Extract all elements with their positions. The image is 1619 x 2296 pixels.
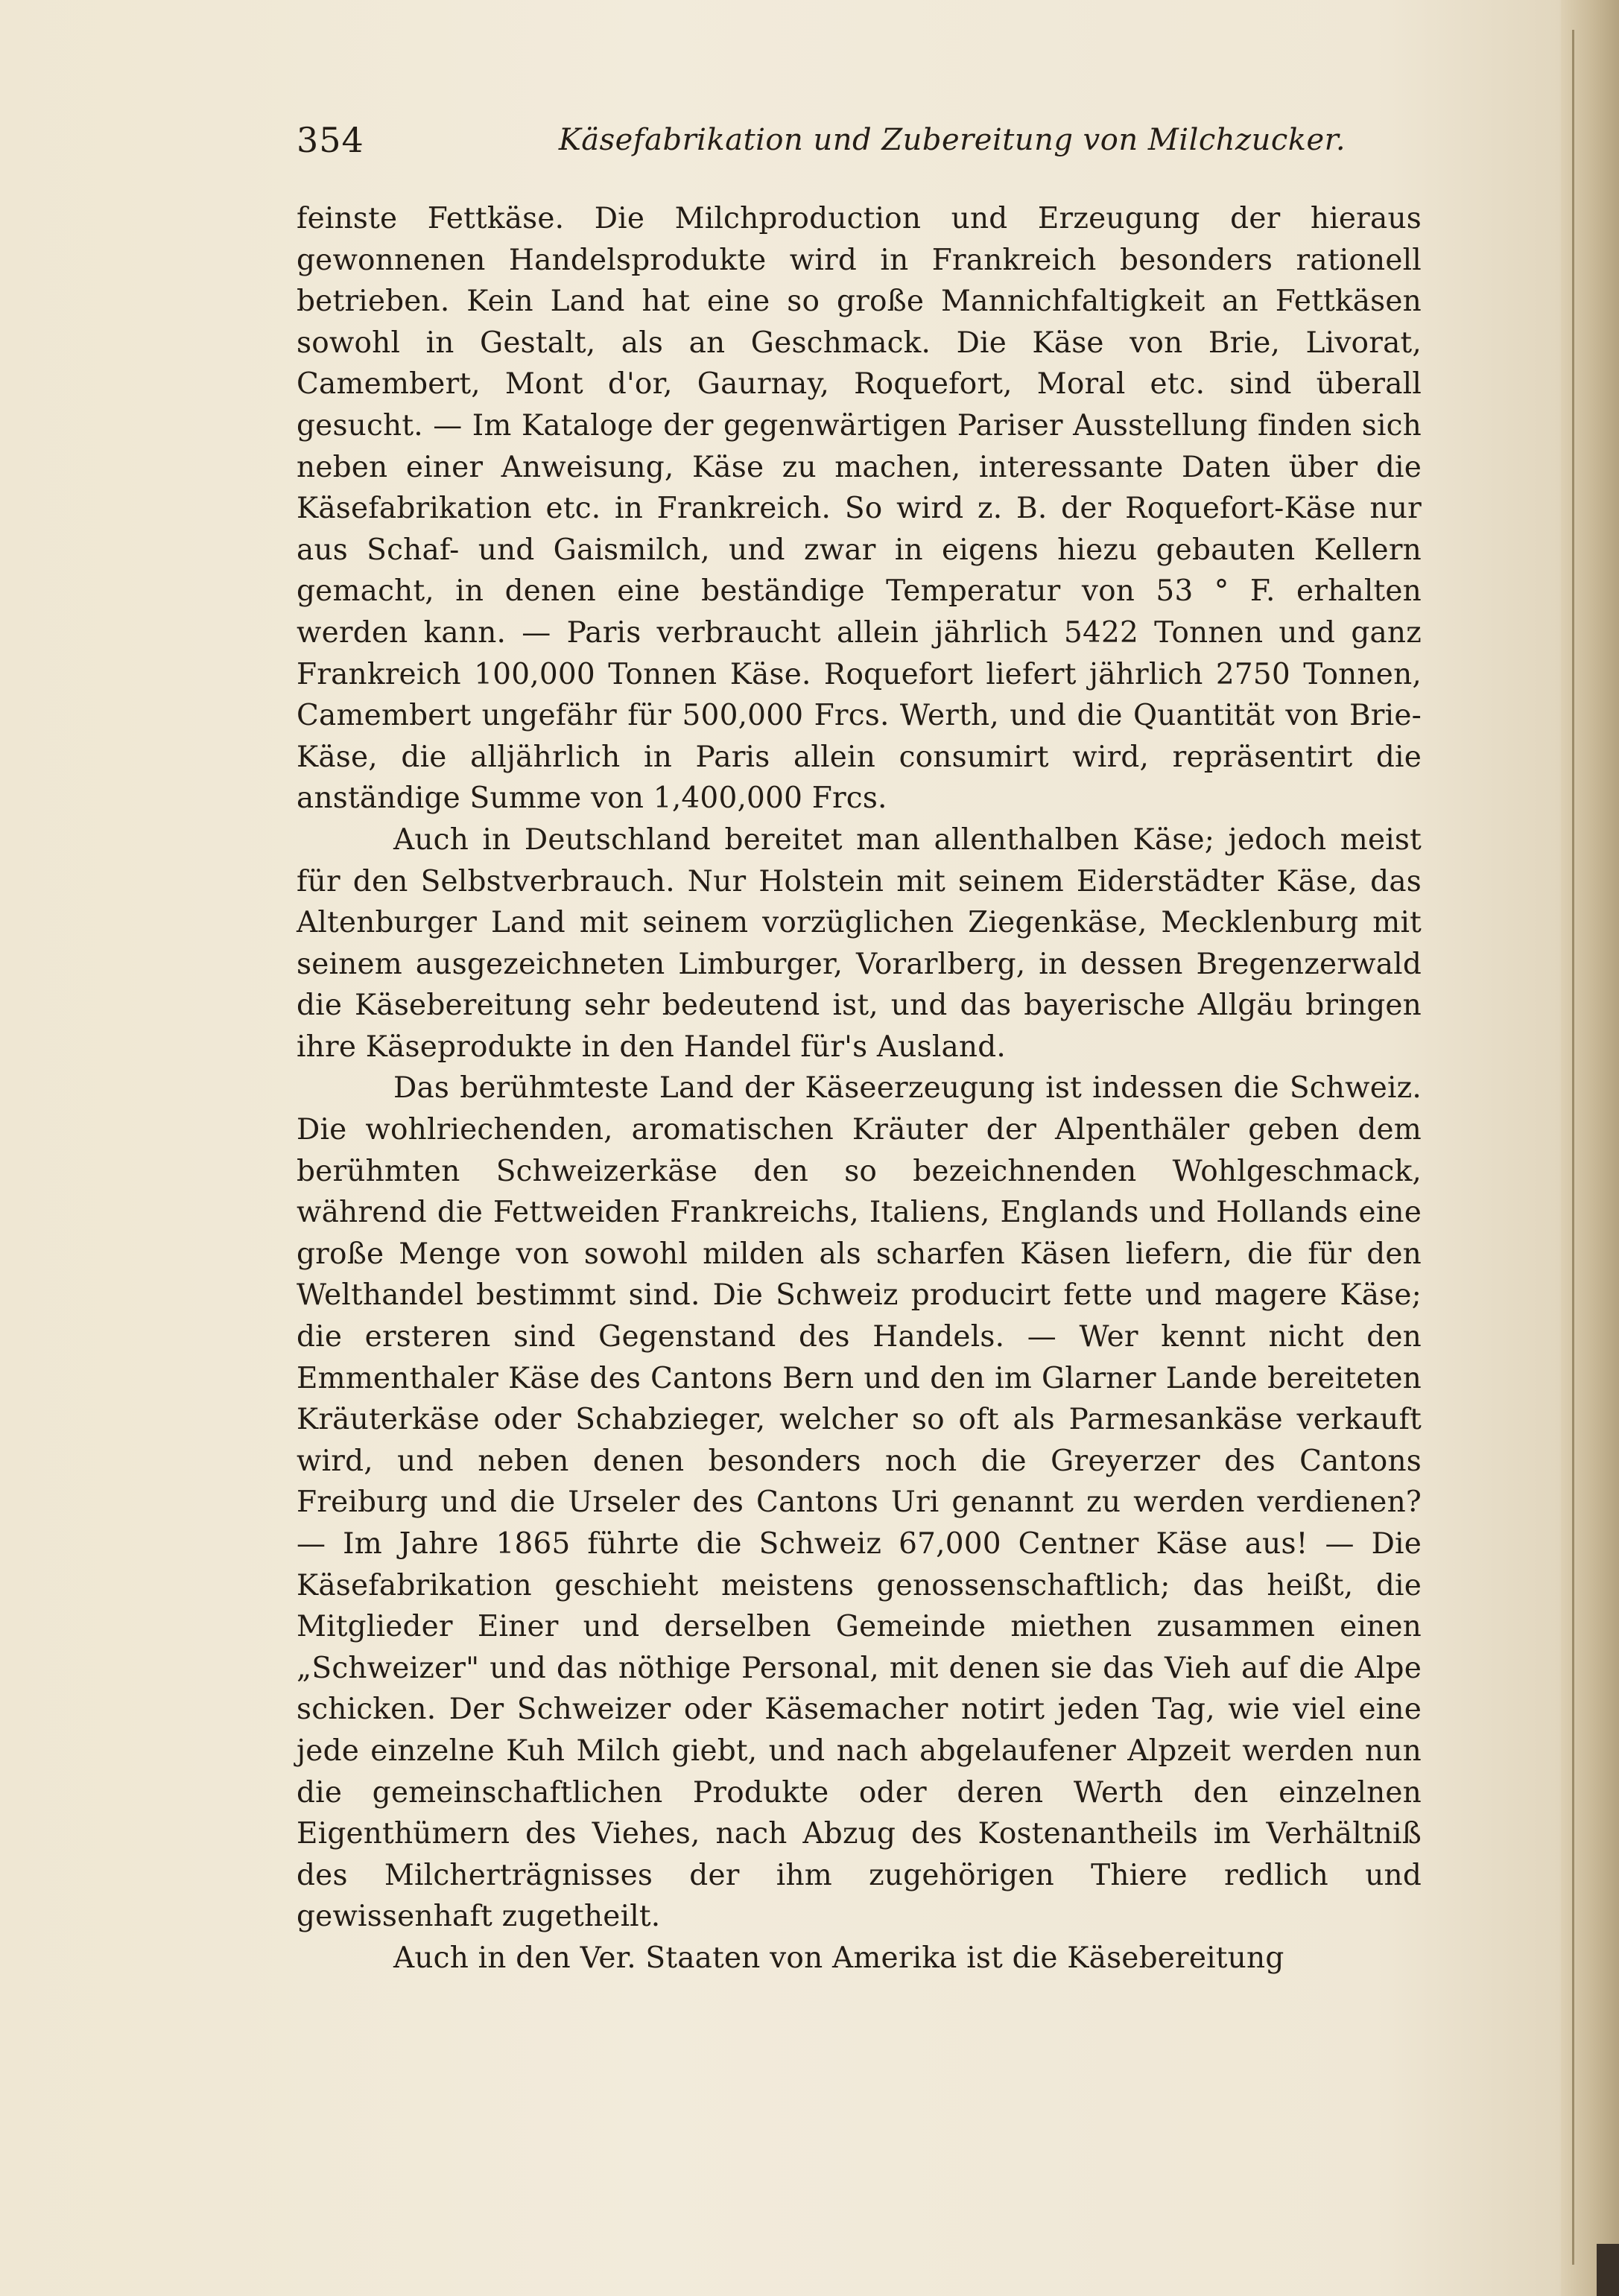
page-edge-line [1572,30,1574,2265]
page-number: 354 [297,120,364,160]
body-text [297,198,1422,1979]
page-corner-mark [1597,2244,1619,2296]
running-title: Käsefabrikation und Zubereitung von Milchzucker. [558,123,1346,157]
paragraph-switzerland: Das berühmteste Land der Käseerzeugung ist indessen die Schweiz. Die wohlriechenden, aromatischen Kräuter der Alpenthäler geben dem berühmten Schweizerkäse den so bezeichnenden Wohlgeschmack, während die Fettweiden Frankreichs, Italiens, Englands und Hollands eine große Menge von sowohl milden als scharfen Käsen liefern, die für den Welthandel bestimmt sind. Die Schweiz producirt fette und magere Käse; die ersteren sind Gegenstand des Handels. — Wer kennt nicht den Emmenthaler Käse des Cantons Bern und den im Glarner Lande bereiteten Kräuterkäse oder Schabzieger, welcher so oft als Parmesankäse verkauft wird, und neben denen besonders noch die Greyerzer des Cantons Freiburg und die Urseler des Cantons Uri genannt zu werden verdienen? — Im Jahre 1865 führte die Schweiz 67,000 Centner Käse aus! — Die Käsefabrikation geschieht meistens genossenschaftlich; das heißt, die Mitglieder Einer und derselben Gemeinde miethen zusammen einen „Schweizer" und das nöthige Personal, mit denen sie das Vieh auf die Alpe schicken. Der Schweizer oder Käsemacher notirt jeden Tag, wie viel eine jede einzelne Kuh Milch giebt, und nach abgelaufener Alpzeit werden nun die gemeinschaftlichen Produkte oder deren Werth den einzelnen Eigenthümern des Viehes, nach Abzug des Kostenantheils im Verhältniß des Milcherträgnisses der ihm zugehörigen Thiere redlich und gewissenhaft zugetheilt. [297,1071,1422,1934]
paragraph-america: Auch in den Ver. Staaten von Amerika ist die Käsebereitung [393,1941,1284,1975]
paragraph-germany: Auch in Deutschland bereitet man allenthalben Käse; jedoch meist für den Selbstverbrauch. Nur Holstein mit seinem Eiderstädter Käse, das Altenburger Land mit seinem vorzüglichen Ziegenkäse, Mecklenburg mit seinem ausgezeichneten Limburger, Vorarlberg, in dessen Bregenzerwald die Käsebereitung sehr bedeutend ist, und das bayerische Allgäu bringen ihre Käseprodukte in den Handel für's Ausland. [297,822,1422,1064]
paragraph-france: feinste Fettkäse. Die Milchproduction und Erzeugung der hieraus gewonnenen Handelsprodukte wird in Frankreich besonders rationell betrieben. Kein Land hat eine so große Mannichfaltigkeit an Fettkäsen sowohl in Gestalt, als an Geschmack. Die Käse von Brie, Livorat, Camembert, Mont d'or, Gaurnay, Roquefort, Moral etc. sind überall gesucht. — Im Kataloge der gegenwärtigen Pariser Ausstellung finden sich neben einer Anweisung, Käse zu machen, interessante Daten über die Käsefabrikation etc. in Frankreich. So wird z. B. der Roquefort-Käse nur aus Schaf- und Gaismilch, und zwar in eigens hiezu gebauten Kellern gemacht, in denen eine beständige Temperatur von 53 ° F. erhalten werden kann. — Paris verbraucht allein jährlich 5422 Tonnen und ganz Frankreich 100,000 Tonnen Käse. Roquefort liefert jährlich 2750 Tonnen, Camembert ungefähr für 500,000 Frcs. Werth, und die Quantität von Brie-Käse, die alljährlich in Paris allein consumirt wird, repräsentirt die anständige Summe von 1,400,000 Frcs. [297,202,1422,816]
page-header [297,118,1422,162]
page-edge-shadow [1561,0,1619,2296]
